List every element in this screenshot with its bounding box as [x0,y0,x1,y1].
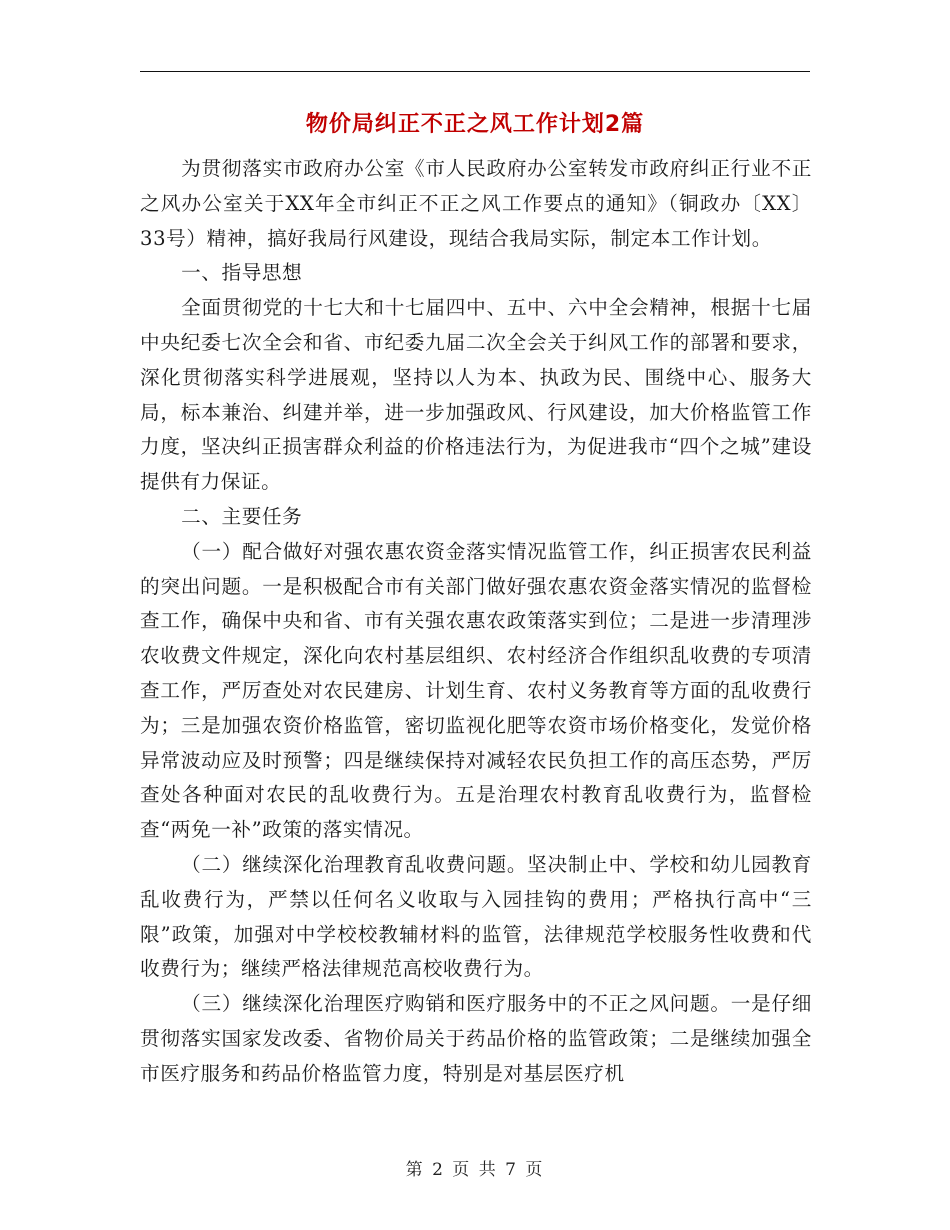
guiding-ideology-paragraph: 全面贯彻党的十七大和十七届四中、五中、六中全会精神，根据十七届中央纪委七次全会和省、市纪委九届二次全会关于纠风工作的部署和要求，深化贯彻落实科学进展观，坚持以人为本、执政为民、围绕中心、服务大局，标本兼治、纠建并举，进一步加强政风、行风建设，加大价格监管工作力度，坚决纠正损害群众利益的价格违法行为，为促进我市“四个之城”建设提供有力保证。 [140,296,812,494]
document-title: 物价局纠正不正之风工作计划2篇 [305,112,645,137]
task-paragraph-2: （二）继续深化治理教育乱收费问题。坚决制止中、学校和幼儿园教育乱收费行为，严禁以任何名义收取与入园挂钩的费用；严格执行高中“三限”政策，加强对中学校校教辅材料的监管，法律规范学校服务性收费和代收费行为；继续严格法律规范高校收费行为。 [140,852,812,981]
document-body [140,152,812,1092]
task-paragraph-3: （三）继续深化治理医疗购销和医疗服务中的不正之风问题。一是仔细贯彻落实国家发改委、省物价局关于药品价格的监管政策；二是继续加强全市医疗服务和药品价格监管力度，特别是对基层医疗机 [140,992,812,1085]
section-heading-guiding-ideology: 一、指导思想 [181,261,303,285]
page-number-footer: 第 2 页 共 7 页 [405,1160,545,1180]
intro-paragraph: 为贯彻落实市政府办公室《市人民政府办公室转发市政府纠正行业不正之风办公室关于XX年全市纠正不正之风工作要点的通知》（铜政办〔XX〕33号）精神，搞好我局行风建设，现结合我局实际，制定本工作计划。 [140,157,812,250]
task-paragraph-1: （一）配合做好对强农惠农资金落实情况监管工作，纠正损害农民利益的突出问题。一是积极配合市有关部门做好强农惠农资金落实情况的监督检查工作，确保中央和省、市有关强农惠农政策落实到位；二是进一步清理涉农收费文件规定，深化向农村基层组织、农村经济合作组织乱收费的专项清查工作，严厉查处对农民建房、计划生育、农村义务教育等方面的乱收费行为；三是加强农资价格监管，密切监视化肥等农资市场价格变化，发觉价格异常波动应及时预警；四是继续保持对减轻农民负担工作的高压态势，严厉查处各种面对农民的乱收费行为。五是治理农村教育乱收费行为，监督检查“两免一补”政策的落实情况。 [140,539,812,842]
header-rule [140,71,810,72]
section-heading-main-tasks: 二、主要任务 [181,504,303,528]
